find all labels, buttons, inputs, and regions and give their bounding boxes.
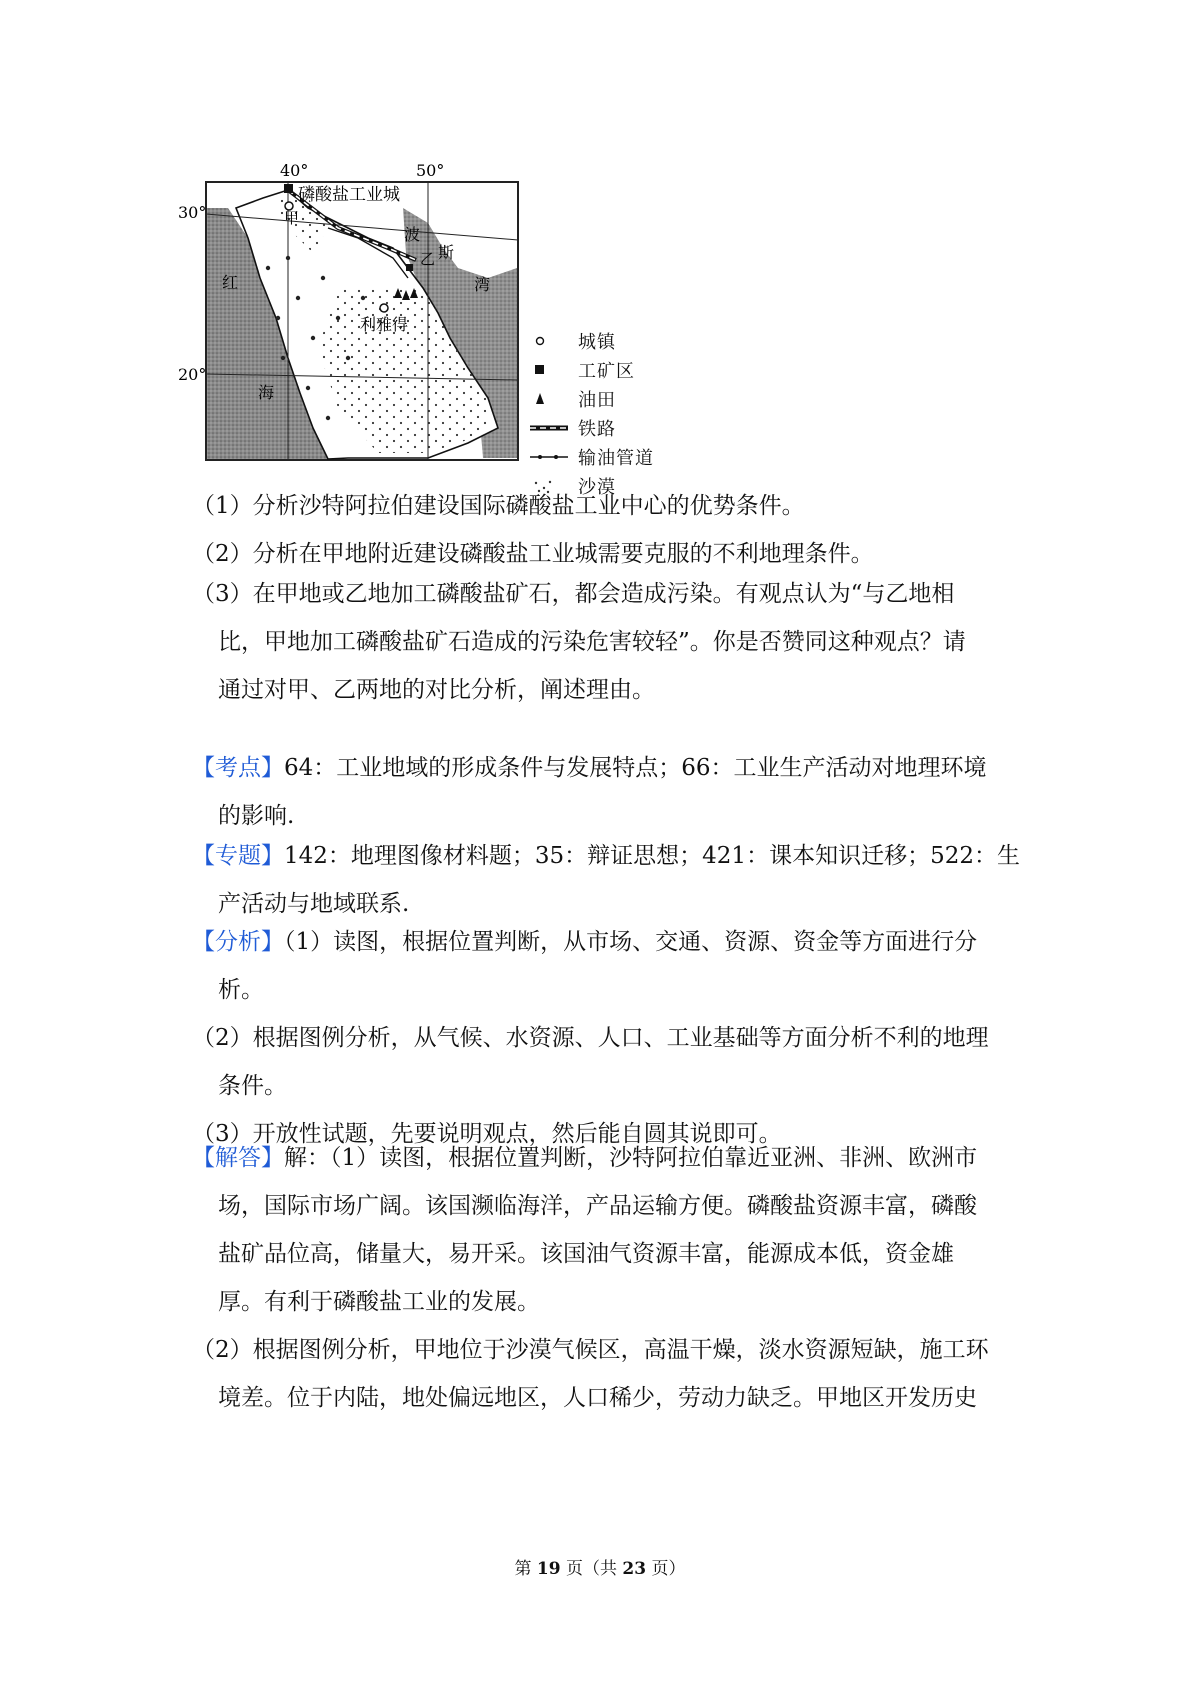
footer-mid: 页（共 xyxy=(560,1559,623,1579)
footer-page-number: 19 xyxy=(536,1559,561,1579)
legend-label-desert: 沙漠 xyxy=(578,476,616,498)
zhuanti-text-2: 产活动与地域联系. xyxy=(218,891,410,917)
legend-label-oilfield: 油田 xyxy=(578,389,616,411)
zhuanti-block xyxy=(192,832,1032,928)
footer-suffix: 页） xyxy=(646,1559,686,1579)
zhuanti-line-1 xyxy=(192,832,1032,880)
kaodian-tag: 【考点】 xyxy=(192,755,284,781)
riyadh-marker xyxy=(380,304,388,312)
railway-icon xyxy=(530,418,570,438)
fenxi-3-text-1: （3）开放性试题，先要说明观点，然后能自圆其说即可。 xyxy=(192,1121,782,1147)
fenxi-block xyxy=(192,918,1032,1158)
riyadh-label: 利雅得 xyxy=(360,315,409,334)
fenxi-text-2: 析。 xyxy=(218,977,264,1003)
question-1 xyxy=(192,482,1032,530)
legend-railway xyxy=(530,413,710,442)
kaodian-block xyxy=(192,744,1032,840)
bo-label: 波 xyxy=(404,225,421,244)
question-3-line-2: 比，甲地加工磷酸盐矿石造成的污染危害较轻”。你是否赞同这种观点？请 xyxy=(218,629,966,655)
fenxi-tag: 【分析】 xyxy=(192,929,284,955)
map-legend xyxy=(530,326,710,500)
kaodian-line-1 xyxy=(192,744,1032,792)
footer-total-pages: 23 xyxy=(622,1559,647,1579)
lat-label-30: 30° xyxy=(178,203,207,222)
jieda-2-text-2: 境差。位于内陆，地处偏远地区，人口稀少，劳动力缺乏。甲地区开发历史 xyxy=(218,1385,977,1411)
oilfield-icon xyxy=(530,389,570,409)
kaodian-text-1: 64：工业地域的形成条件与发展特点；66：工业生产活动对地理环境 xyxy=(284,755,987,781)
jieda-text-3: 盐矿品位高，储量大，易开采。该国油气资源丰富，能源成本低，资金雄 xyxy=(218,1241,954,1267)
pipeline-icon xyxy=(530,447,570,467)
legend-pipeline xyxy=(530,442,710,471)
fenxi-line-1 xyxy=(192,918,1032,966)
zhuanti-text-1: 142：地理图像材料题；35：辩证思想；421：课本知识迁移；522：生 xyxy=(284,843,1020,869)
fenxi-2-text-1: （2）根据图例分析，从气候、水资源、人口、工业基础等方面分析不利的地理 xyxy=(192,1025,989,1051)
lat-label-20: 20° xyxy=(178,365,207,384)
lon-label-50: 50° xyxy=(416,161,445,180)
legend-label-pipeline: 输油管道 xyxy=(578,447,654,469)
jieda-2-text-1: （2）根据图例分析，甲地位于沙漠气候区，高温干燥，淡水资源短缺，施工环 xyxy=(192,1337,989,1363)
hai-label: 海 xyxy=(258,383,275,402)
legend-town xyxy=(530,326,710,355)
industrial-city-marker xyxy=(284,184,293,193)
legend-oilfield xyxy=(530,384,710,413)
lon-label-40: 40° xyxy=(280,161,309,180)
jieda-text-2: 场，国际市场广阔。该国濒临海洋，产品运输方便。磷酸盐资源丰富，磷酸 xyxy=(218,1193,977,1219)
jieda-text-1: 解：（1）读图，根据位置判断，沙特阿拉伯靠近亚洲、非洲、欧洲市 xyxy=(284,1145,978,1171)
legend-label-mine: 工矿区 xyxy=(578,360,635,382)
question-3-line-1: （3）在甲地或乙地加工磷酸盐矿石，都会造成污染。有观点认为“与乙地相 xyxy=(192,581,955,607)
jieda-tag: 【解答】 xyxy=(192,1145,284,1171)
question-3-line-3: 通过对甲、乙两地的对比分析，阐述理由。 xyxy=(218,677,655,703)
jieda-line-1 xyxy=(192,1134,1032,1182)
hong-label: 红 xyxy=(222,273,239,292)
fenxi-2-text-2: 条件。 xyxy=(218,1073,287,1099)
jia-label: 甲 xyxy=(284,209,300,227)
zhuanti-tag: 【专题】 xyxy=(192,843,284,869)
jieda-block xyxy=(192,1134,1032,1422)
question-2-line: （2）分析在甲地附近建设磷酸盐工业城需要克服的不利地理条件。 xyxy=(192,541,874,567)
legend-mine xyxy=(530,355,710,384)
kaodian-text-2: 的影响. xyxy=(218,803,295,829)
jieda-text-4: 厚。有利于磷酸盐工业的发展。 xyxy=(218,1289,540,1315)
mine-square-icon xyxy=(530,360,570,380)
industrial-city-label: 磷酸盐工业城 xyxy=(298,185,400,205)
yi-label: 乙 xyxy=(420,250,436,268)
si-label: 斯 xyxy=(438,243,455,262)
question-3 xyxy=(192,570,1032,714)
page-footer xyxy=(0,1554,1200,1579)
wan-label: 湾 xyxy=(474,275,491,294)
legend-label-town: 城镇 xyxy=(578,331,616,353)
legend-label-railway: 铁路 xyxy=(578,418,616,440)
town-circle-icon xyxy=(530,331,570,351)
question-1-line: （1）分析沙特阿拉伯建设国际磷酸盐工业中心的优势条件。 xyxy=(192,493,805,519)
footer-prefix: 第 xyxy=(514,1559,537,1579)
fenxi-text-1: （1）读图，根据位置判断，从市场、交通、资源、资金等方面进行分 xyxy=(284,929,978,955)
